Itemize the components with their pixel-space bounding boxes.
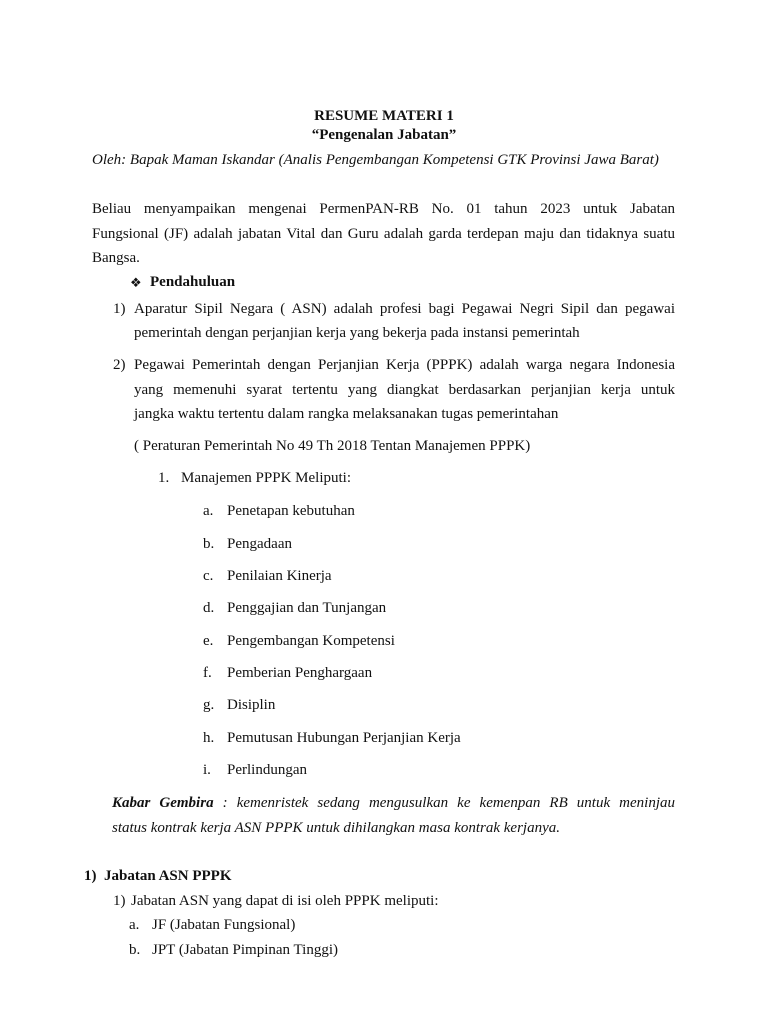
diamond-bullet-icon: ❖ bbox=[130, 276, 142, 291]
list-item: Pemberian Penghargaan bbox=[227, 665, 373, 681]
list-item: Pengadaan bbox=[227, 536, 292, 552]
good-news-line-2: status kontrak kerja ASN PPPK untuk dihilangkan masa kontrak kerjanya. bbox=[112, 820, 560, 836]
regulation-reference: ( Peraturan Pemerintah No 49 Th 2018 Tentan Manajemen PPPK) bbox=[134, 438, 531, 454]
document-subtitle: “Pengenalan Jabatan” bbox=[311, 127, 457, 143]
author-line: Oleh: Bapak Maman Iskandar (Analis Pengembangan Kompetensi GTK Provinsi Jawa Barat) bbox=[92, 152, 659, 168]
list-letter: b. bbox=[129, 942, 141, 958]
good-news-label: Kabar Gembira bbox=[112, 795, 214, 811]
list-item: JF (Jabatan Fungsional) bbox=[152, 917, 296, 933]
list-letter: c. bbox=[203, 568, 214, 584]
section-heading-pendahuluan: Pendahuluan bbox=[150, 274, 236, 290]
intro-line-3: Bangsa. bbox=[92, 250, 140, 266]
list-letter: i. bbox=[203, 762, 211, 778]
manajemen-heading: Manajemen PPPK Meliputi: bbox=[181, 470, 351, 486]
jabatan-description: Jabatan ASN yang dapat di isi oleh PPPK meliputi: bbox=[131, 893, 439, 909]
list-item: Pemutusan Hubungan Perjanjian Kerja bbox=[227, 730, 461, 746]
list-number: 1) bbox=[113, 301, 126, 317]
list-item: Disiplin bbox=[227, 697, 276, 713]
list-letter: b. bbox=[203, 536, 215, 552]
list-letter: e. bbox=[203, 633, 214, 649]
list-letter: a. bbox=[203, 503, 214, 519]
document-title: RESUME MATERI 1 bbox=[314, 108, 454, 124]
list-item: JPT (Jabatan Pimpinan Tinggi) bbox=[152, 942, 338, 958]
pppk-definition-line-1: Pegawai Pemerintah dengan Perjanjian Kerja (PPPK) adalah warga negara Indonesia bbox=[134, 357, 675, 373]
list-item: Penggajian dan Tunjangan bbox=[227, 600, 387, 616]
list-letter: f. bbox=[203, 665, 212, 681]
list-letter: a. bbox=[129, 917, 140, 933]
good-news-line-1 bbox=[112, 795, 675, 812]
good-news-text: : kemenristek sedang mengusulkan ke kemenpan RB untuk meninjau bbox=[222, 795, 675, 811]
list-letter: h. bbox=[203, 730, 215, 746]
list-item: Pengembangan Kompetensi bbox=[227, 633, 395, 649]
list-number: 1) bbox=[113, 893, 126, 909]
intro-line-2: Fungsional (JF) adalah jabatan Vital dan Guru adalah garda terdepan maju dan tidaknya suatu bbox=[92, 226, 675, 242]
list-letter: g. bbox=[203, 697, 215, 713]
pppk-definition-line-3: jangka waktu tertentu dalam rangka melaksanakan tugas pemerintahan bbox=[134, 406, 559, 422]
asn-definition-line-1: Aparatur Sipil Negara ( ASN) adalah profesi bagi Pegawai Negri Sipil dan pegawai bbox=[134, 301, 675, 317]
list-letter: d. bbox=[203, 600, 215, 616]
pppk-definition-line-2: yang memenuhi syarat tertentu yang diangkat berdasarkan perjanjian kerja untuk bbox=[134, 382, 675, 398]
list-number: 1. bbox=[158, 470, 170, 486]
list-item: Penilaian Kinerja bbox=[227, 568, 332, 584]
list-item: Penetapan kebutuhan bbox=[227, 503, 355, 519]
section-heading-jabatan: Jabatan ASN PPPK bbox=[104, 868, 232, 884]
intro-line-1: Beliau menyampaikan mengenai PermenPAN-RB No. 01 tahun 2023 untuk Jabatan bbox=[92, 201, 675, 217]
list-number: 1) bbox=[84, 868, 97, 884]
list-number: 2) bbox=[113, 357, 126, 373]
asn-definition-line-2: pemerintah dengan perjanjian kerja yang bekerja pada instansi pemerintah bbox=[134, 325, 580, 341]
list-item: Perlindungan bbox=[227, 762, 307, 778]
